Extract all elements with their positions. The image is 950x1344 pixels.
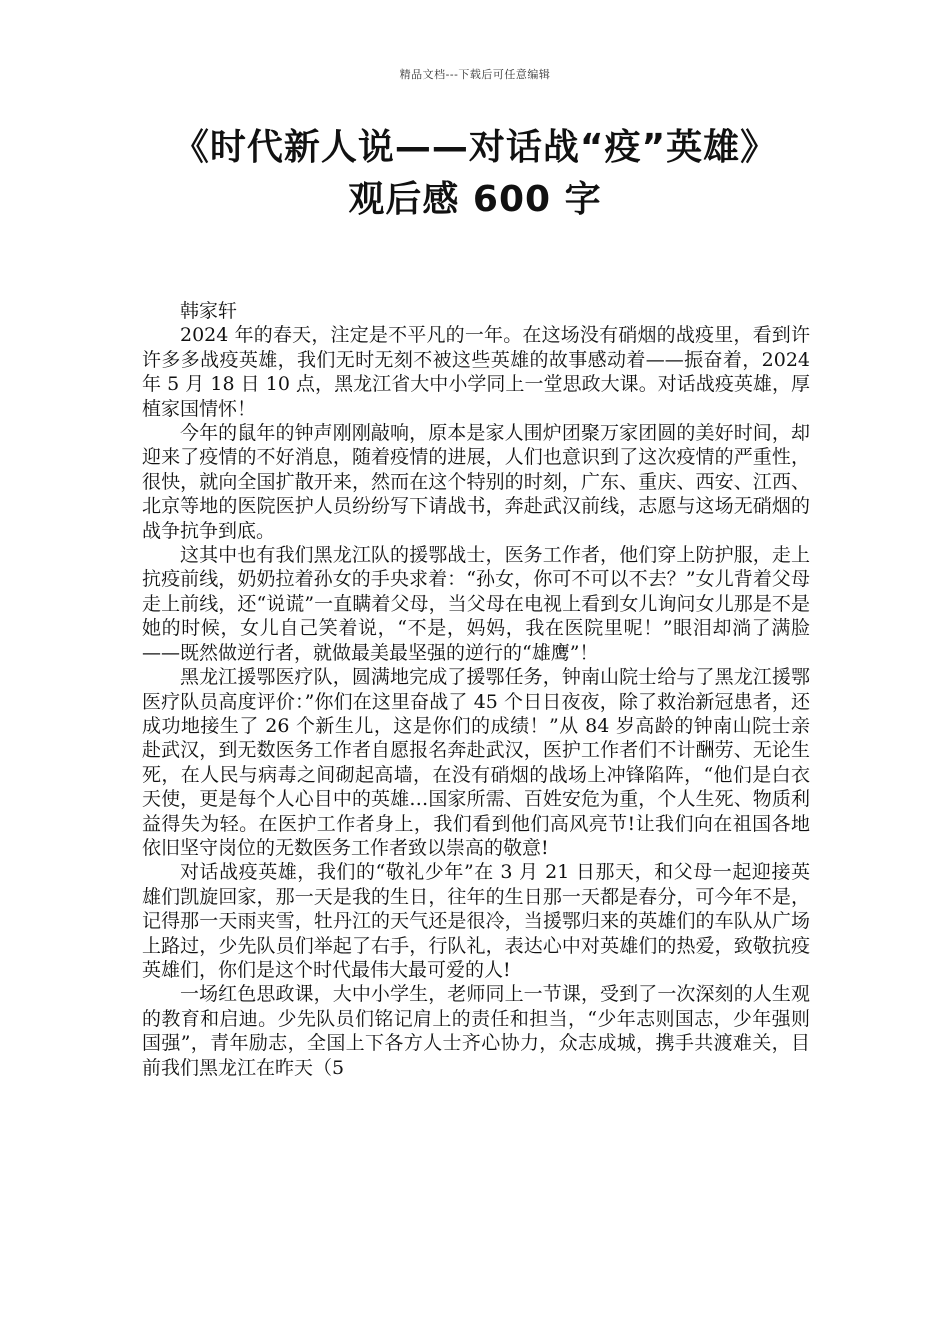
- title-line-1: 《时代新人说——对话战“疫”英雄》: [172, 127, 778, 168]
- document-title: [80, 122, 870, 226]
- paragraph-4: 黑龙江援鄂医疗队，圆满地完成了援鄂任务，钟南山院士给与了黑龙江援鄂医疗队员高度评价：”你们在这里奋战了 45 个日日夜夜，除了救治新冠患者，还成功地接生了 26 个新生儿，这是你们的成绩！”从 84 岁高龄的钟南山院士亲赴武汉，到无数医务工作者自愿报名奔赴武汉，医护工作者们不计酬劳、无论生死，在人民与病毒之间砌起高墙，在没有硝烟的战场上冲锋陷阵，“他们是白衣天使，更是每个人心目中的英雄…国家所需、百姓安危为重，个人生死、物质利益得失为轻。在医护工作者身上，我们看到他们高风亮节!让我们向在祖国各地依旧坚守岗位的无数医务工作者致以崇高的敬意!: [142, 666, 810, 859]
- paragraph-1: 2024 年的春天，注定是不平凡的一年。在这场没有硝烟的战疫里，看到许许多多战疫英雄，我们无时无刻不被这些英雄的故事感动着——振奋着，2024 年 5 月 18 日 10 点，黑龙江省大中小学同上一堂思政大课。对话战疫英雄，厚植家国情怀！: [142, 324, 810, 420]
- paragraph-6: 一场红色思政课，大中小学生，老师同上一节课，受到了一次深刻的人生观的教育和启迪。少先队员们铭记肩上的责任和担当，“少年志则国志，少年强则国强”，青年励志，全国上下各方人士齐心协力，众志成城，携手共渡难关，目前我们黑龙江在昨天（5: [142, 983, 810, 1079]
- document-body: [142, 299, 810, 1080]
- title-line-2: 观后感 600 字: [348, 179, 602, 220]
- paragraph-2: 今年的鼠年的钟声刚刚敲响，原本是家人围炉团聚万家团圆的美好时间，却迎来了疫情的不好消息，随着疫情的进展，人们也意识到了这次疫情的严重性，很快，就向全国扩散开来，然而在这个特别的时刻，广东、重庆、西安、江西、北京等地的医院医护人员纷纷写下请战书，奔赴武汉前线，志愿与这场无硝烟的战争抗争到底。: [142, 422, 810, 542]
- author-name: 韩家轩: [180, 300, 238, 322]
- paragraph-3: 这其中也有我们黑龙江队的援鄂战士，医务工作者，他们穿上防护服，走上抗疫前线，奶奶拉着孙女的手央求着：“孙女，你可不可以不去？”女儿背着父母走上前线，还“说谎”一直瞒着父母，当父母在电视上看到女儿询问女儿那是不是她的时候，女儿自己笑着说，“不是，妈妈，我在医院里呢！”眼泪却淌了满脸——既然做逆行者，就做最美最坚强的逆行的“雄鹰”！: [142, 544, 810, 664]
- header-note: 精品文档---下载后可任意编辑: [399, 68, 551, 81]
- paragraph-5: 对话战疫英雄，我们的“敬礼少年”在 3 月 21 日那天，和父母一起迎接英雄们凯旋回家，那一天是我的生日，往年的生日那一天都是春分，可今年不是，记得那一天雨夹雪，牡丹江的天气还是很冷，当援鄂归来的英雄们的车队从广场上路过，少先队员们举起了右手，行队礼，表达心中对英雄们的热爱，致敬抗疫英雄们，你们是这个时代最伟大最可爱的人!: [142, 861, 810, 981]
